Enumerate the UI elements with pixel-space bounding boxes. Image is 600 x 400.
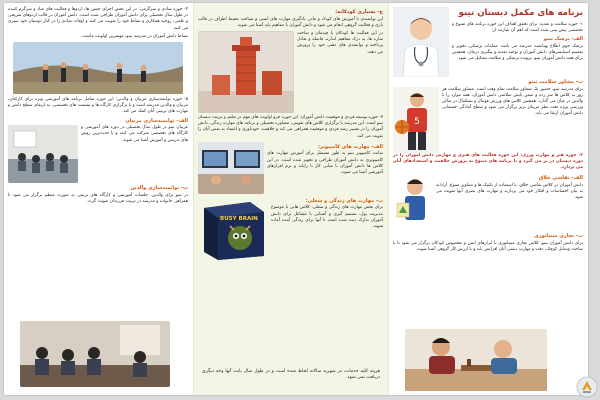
life-skills-heading: ب- مهارت های زندگی و شغلی: bbox=[305, 197, 383, 204]
brochure-column-left bbox=[4, 3, 193, 395]
child-awareness-text-2: در این فعالیت ها کودکان با چیدمان و ساخت سازه ها، به درک مفاهیم اندازه، فاصله و تعادل پرداخته و توانمندی های ذهنی خود را پرورش می دهند. bbox=[297, 31, 383, 55]
personal-growth-section-text: ۳- حوزه توسعه فردی و موفقیت دانش آموزان: این حوزه جزو اولویت های مهم در تعلیم و تربیت دبستان تینو است. این مدرسه با برگزاری کلاس های تقویتی، مشاوره تحصیلی و برنامه های مهارت زندگی، دانش آموزان را در مسیر رشد فردی و موفقیت همراهی می کند و خلاقیت، خودباوری و اعتماد به نفس آنان را تقویت می کند. bbox=[198, 115, 383, 139]
educator-empowerment-text: مربیان تینو در طول سال تحصیلی در دوره های آموزشی و کارگاه های تخصصی شرکت می کنند و با جدیدترین روش های تدریس و آموزش آشنا می شوند. bbox=[81, 125, 188, 143]
child-awareness-heading: ج- بشیاری کودکانه: bbox=[335, 9, 383, 15]
board-game-title: BUSY BRAIN bbox=[220, 215, 258, 222]
health-advisor-heading: ب- مشاور سلامت تینو bbox=[528, 79, 583, 85]
brochure-column-middle bbox=[193, 3, 389, 395]
creative-painting-heading: الف- نقاشی خلاق bbox=[538, 175, 583, 182]
empowerment-section-text: ۵- حوزه توانمندسازی مربیان و والدین: این حوزه شامل برنامه های آموزشی ویژه برای کارکنان، مربیان و والدین مدرسه است و با برگزاری کارگاه ها و نشست های تخصصی، به ارتقای سطح دانش و مهارت های تربیتی آنان کمک می کند. bbox=[8, 97, 188, 115]
svg-text:5: 5 bbox=[414, 116, 420, 127]
creative-painting-text: دانش آموزان در کلاس نقاشی خلاق، با استفاده از تکنیک ها و تصاویر متنوع، آزادانه به بیان احساسات و افکار خود می پردازند و مهارت های بصری آنها تقویت می شود. bbox=[436, 182, 583, 201]
art-skills-section-text: ۲- حوزه هنر و مهارت ورزی: این حوزه فعالیت های هنری و مهارتی دانش آموزان را در دوره دبستان در بر می گیرد و با برنامه های متنوع به پرورش خلاقیت و استعدادهای آنان می پردازد. bbox=[393, 152, 583, 170]
life-skills-text: برای بخش مهارت های زندگی و شغلی، کلاس هایی با موضوع مدیریت پول، تصمیم گیری و آشنایی با مشاغل برای دانش آموزان تدارک دیده شده است تا آنها برای زندگی آینده آماده شوند. bbox=[271, 205, 383, 230]
joy-entertainment-text-2: نشاط دانش آموزان در مدرسه تینو، مهمترین اولویت ماست. bbox=[81, 33, 188, 39]
brochure-sheet bbox=[4, 3, 588, 395]
outdoor-trip-photo bbox=[13, 42, 183, 94]
brochure-title: برنامه های مکمل دبستان تینو bbox=[458, 8, 583, 18]
board-game-box-photo bbox=[198, 196, 268, 262]
parent-empowerment-heading: ب- توانمندسازی والدین bbox=[130, 185, 188, 192]
computer-lab-photo bbox=[198, 142, 264, 194]
parent-empowerment-text: در تینو برای والدین، جلسات آموزشی و کارگاه های تربیتی به صورت منظم برگزار می شود تا همراهی خانواده و مدرسه در تربیت فرزندان تقویت گردد. bbox=[8, 192, 188, 205]
school-doctor-heading: الف- پزشک تینو bbox=[543, 36, 583, 43]
computer-skills-text: سایت کامپیوتر تینو به طور مستقل برای آموزش مهارت های کامپیوتری به دانش آموزان طراحی و تجهیز شده است. در این کلاس ها دانش آموزان با مبانی کار با رایانه و نرم افزارهای آموزشی آشنا می شوند. bbox=[267, 151, 383, 176]
health-advisor-text: برای مدرسه تینو، حضور یک مشاور سلامت تمام وقت است. مشاور سلامت هر روز به کلاس ها سر زده و ضمن پایش سلامتی دانش آموزان، همه موارد را با والدین در میان می گذارد. همچنین کلاس های ورزش فوتبال و بسکتبال در سالن ورزشی ویژه تحت نظر مربیان برتر برگزار می شود و سطح آمادگی جسمانی دانش آموزان ارتقا می یابد. bbox=[442, 86, 583, 117]
joy-entertainment-section-text: ۴- حوزه شادی و سرگرمی: در این بخش اجرای جشن ها، اردوها و فعالیت های شاد و سرگرم کننده در طول سال تحصیلی برای دانش آموزان طراحی شده است. دانش آموزان در قالب اردوهای تفریحی و علمی، روحیه همکاری و نشاط خود را تقویت می کنند و اوقات شادی را در کنار دوستان خود سپری می کنند. bbox=[8, 7, 188, 31]
doctor-child-photo bbox=[393, 7, 449, 77]
health-intro-text: ۱- حوزه سلامت و تغذیه: برای تحقق اهداف این حوزه برنامه های متنوع و تخصصی پیش بینی شده است که اهم آن عبارتند از: bbox=[452, 22, 583, 34]
block-tower-photo bbox=[198, 31, 294, 113]
basketball-player-photo bbox=[393, 87, 439, 153]
educator-empowerment-heading: الف- توانمندسازی مربیان bbox=[125, 117, 188, 124]
child-awareness-text: این توانمندی با آموزش های کودک و مادر، یادگیری مهارت های ایمنی و شناخت محیط اطراف در قالب بازی و فعالیت گروهی انجام می شود و دانش آموزان با مفاهیم پایه آشنا می شوند. bbox=[198, 16, 383, 28]
painting-child-photo bbox=[393, 173, 433, 231]
computer-skills-heading: الف- مهارت های کامپیوتر: bbox=[317, 143, 383, 150]
carpentry-class-photo bbox=[405, 329, 547, 391]
corner-logo-icon bbox=[576, 376, 598, 398]
mini-carpentry-heading: ب- نجاری مینیاتوری bbox=[534, 233, 583, 240]
school-doctor-text: پزشک جوی اطلاع بهداشت مدرسه می باشد. معاینات پزشکی، تجویز و تقسیم اسپانسرهای دانش آموزان و توجیه تغذیه و پیگیری درمان، همچنین برای همه دانش آموزان تینو، پرونده پزشکی و سلامت تشکیل می شود. bbox=[452, 44, 583, 62]
mini-carpentry-text: برای دانش آموزان تینو، کلاس نجاری مینیاتوری با ابزارهای ایمن و مخصوص کودکان برگزار می شود تا با ساخت وسایل کوچک، دقت و مهارت دستی آنان افزایش یابد و با ارزش کار گروهی آشنا شوند. bbox=[393, 240, 583, 252]
teacher-training-photo bbox=[8, 125, 78, 183]
fees-footnote: هزینه کلیه خدمات، در شهریه سالانه لحاظ شده است و در طول سال بابت آنها وجه دیگری دریافت نمی شود. bbox=[202, 369, 380, 381]
brochure-column-right bbox=[389, 3, 588, 395]
parent-workshop-photo bbox=[20, 321, 170, 387]
